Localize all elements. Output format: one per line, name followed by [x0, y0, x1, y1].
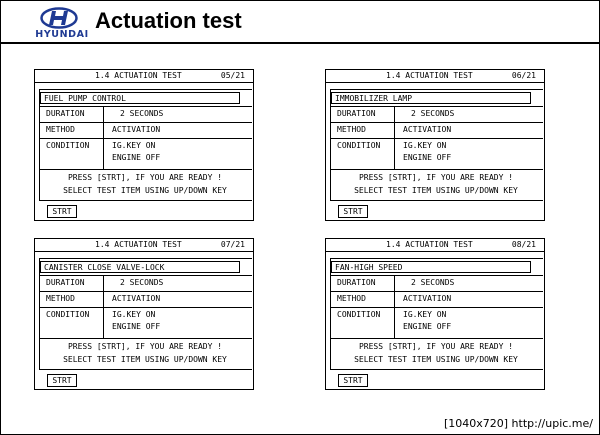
condition-label: CONDITION: [46, 141, 90, 150]
condition-value-line1: IG.KEY ON: [403, 141, 447, 150]
method-value: ACTIVATION: [112, 294, 161, 303]
ready-message: PRESS [STRT], IF YOU ARE READY !: [67, 342, 223, 351]
panel-content: [39, 89, 252, 201]
panel-page-counter: 07/21: [220, 240, 245, 249]
duration-value: 2 SECONDS: [120, 109, 164, 118]
test-item-name[interactable]: FAN-HIGH SPEED: [331, 261, 531, 273]
method-label: METHOD: [46, 125, 75, 134]
condition-value-line2: ENGINE OFF: [112, 153, 161, 162]
test-item-name[interactable]: IMMOBILIZER LAMP: [331, 92, 531, 104]
duration-label: DURATION: [46, 278, 85, 287]
condition-value-line1: IG.KEY ON: [112, 141, 156, 150]
method-value: ACTIVATION: [403, 294, 452, 303]
actuation-panel-immobilizer-lamp: [325, 69, 545, 221]
duration-value: 2 SECONDS: [411, 278, 455, 287]
panel-title: 1.4 ACTUATION TEST: [386, 71, 473, 80]
image-size-watermark: [1040x720] http://upic.me/: [443, 417, 593, 430]
test-item-name[interactable]: CANISTER CLOSE VALVE-LOCK: [40, 261, 240, 273]
select-message: SELECT TEST ITEM USING UP/DOWN KEY: [354, 186, 518, 195]
panel-header: [35, 70, 253, 83]
panel-page-counter: 08/21: [511, 240, 536, 249]
panel-header: [35, 239, 253, 252]
duration-label: DURATION: [337, 278, 376, 287]
panel-title: 1.4 ACTUATION TEST: [386, 240, 473, 249]
condition-value-line2: ENGINE OFF: [403, 322, 452, 331]
ready-message: PRESS [STRT], IF YOU ARE READY !: [358, 342, 514, 351]
actuation-panel-canister-close-valve: [34, 238, 254, 390]
method-value: ACTIVATION: [403, 125, 452, 134]
actuation-panel-fan-high-speed: [325, 238, 545, 390]
condition-label: CONDITION: [337, 141, 381, 150]
duration-value: 2 SECONDS: [120, 278, 164, 287]
hyundai-logo: [31, 7, 93, 41]
panel-title: 1.4 ACTUATION TEST: [95, 240, 182, 249]
method-label: METHOD: [46, 294, 75, 303]
duration-label: DURATION: [337, 109, 376, 118]
condition-label: CONDITION: [46, 310, 90, 319]
page-header: [1, 1, 599, 42]
select-message: SELECT TEST ITEM USING UP/DOWN KEY: [63, 186, 227, 195]
hyundai-wordmark: HYUNDAI: [35, 29, 89, 40]
panel-page-counter: 06/21: [511, 71, 536, 80]
method-label: METHOD: [337, 294, 366, 303]
hyundai-emblem-icon: [40, 7, 78, 29]
condition-value-line1: IG.KEY ON: [112, 310, 156, 319]
ready-message: PRESS [STRT], IF YOU ARE READY !: [358, 173, 514, 182]
panel-content: [39, 258, 252, 370]
condition-value-line2: ENGINE OFF: [403, 153, 452, 162]
page-title: Actuation test: [95, 8, 242, 33]
test-item-name[interactable]: FUEL PUMP CONTROL: [40, 92, 240, 104]
duration-label: DURATION: [46, 109, 85, 118]
condition-value-line2: ENGINE OFF: [112, 322, 161, 331]
actuation-panel-fuel-pump: [34, 69, 254, 221]
method-label: METHOD: [337, 125, 366, 134]
duration-value: 2 SECONDS: [411, 109, 455, 118]
panel-title: 1.4 ACTUATION TEST: [95, 71, 182, 80]
panel-content: [330, 258, 543, 370]
strt-button[interactable]: STRT: [47, 374, 77, 387]
panel-content: [330, 89, 543, 201]
condition-value-line1: IG.KEY ON: [403, 310, 447, 319]
ready-message: PRESS [STRT], IF YOU ARE READY !: [67, 173, 223, 182]
panel-page-counter: 05/21: [220, 71, 245, 80]
condition-label: CONDITION: [337, 310, 381, 319]
panel-header: [326, 70, 544, 83]
panel-header: [326, 239, 544, 252]
method-value: ACTIVATION: [112, 125, 161, 134]
header-divider: [1, 42, 599, 44]
strt-button[interactable]: STRT: [47, 205, 77, 218]
select-message: SELECT TEST ITEM USING UP/DOWN KEY: [354, 355, 518, 364]
strt-button[interactable]: STRT: [338, 205, 368, 218]
strt-button[interactable]: STRT: [338, 374, 368, 387]
select-message: SELECT TEST ITEM USING UP/DOWN KEY: [63, 355, 227, 364]
